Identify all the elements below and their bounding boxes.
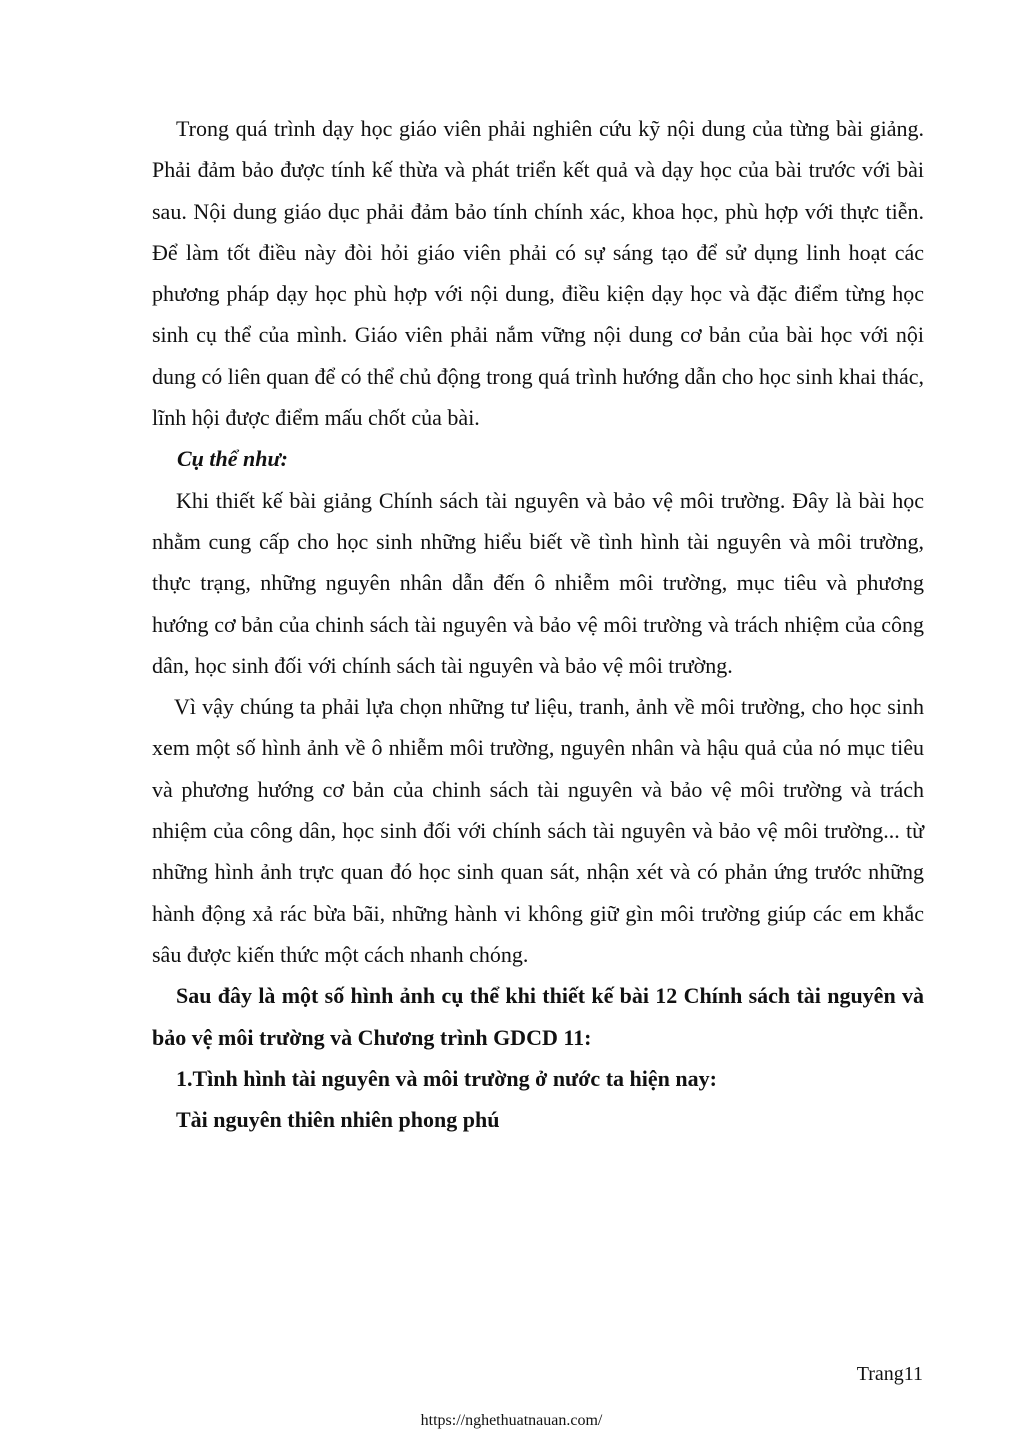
paragraph-lesson-design: Khi thiết kế bài giảng Chính sách tài nguyên và bảo vệ môi trường. Đây là bài học nhằm cung cấp cho học sinh những hiểu biết về tình hình tài nguyên và môi trường, thực trạng, những nguyên nhân dẫn đến ô nhiễm môi trường, mục tiêu và phương hướng cơ bản của chinh sách tài nguyên và bảo vệ môi trường và trách nhiệm của công dân, học sinh đối với chính sách tài nguyên và bảo vệ môi trường. — [152, 487, 924, 678]
paragraph-teaching-principles: Trong quá trình dạy học giáo viên phải nghiên cứu kỹ nội dung của từng bài giảng. Phải đảm bảo được tính kế thừa và phát triển kết quả và dạy học của bài trước với bài sau. Nội dung giáo dục phải đảm bảo tính chính xác, khoa học, phù hợp với thực tiễn. Để làm tốt điều này đòi hỏi giáo viên phải có sự sáng tạo để sử dụng linh hoạt các phương pháp dạy học phù hợp với nội dung, điều kiện dạy học và đặc điểm từng học sinh cụ thể của mình. Giáo viên phải nắm vững nội dung cơ bản của bài học với nội dung có liên quan để có thể chủ động trong quá trình hướng dẫn cho học sinh khai thác, lĩnh hội được điểm mấu chốt của bài. — [152, 116, 924, 431]
paragraph-materials-selection: Vì vậy chúng ta phải lựa chọn những tư liệu, tranh, ảnh về môi trường, cho học sinh xem một số hình ảnh về ô nhiễm môi trường, nguyên nhân và hậu quả của nó mục tiêu và phương hướng cơ bản của chinh sách tài nguyên và bảo vệ môi trường và trách nhiệm của công dân, học sinh đối với chính sách tài nguyên và bảo vệ môi trường... từ những hình ảnh trực quan đó học sinh quan sát, nhận xét và có phản ứng trước những hành động xả rác bừa bãi, những hành vi không giữ gìn môi trường giúp các em khắc sâu được kiến thức một cách nhanh chóng. — [152, 694, 924, 967]
paragraph-images-intro: Sau đây là một số hình ảnh cụ thể khi thiết kế bài 12 Chính sách tài nguyên và bảo vệ môi trường và Chương trình GDCD 11: — [152, 983, 924, 1050]
footer-url: https://nghethuatnauan.com/ — [420, 1412, 603, 1429]
page-number: Trang11 — [856, 1363, 923, 1385]
subheading-for-example: Cụ thể như: — [177, 446, 288, 472]
section-heading-resources-status: 1.Tình hình tài nguyên và môi trường ở nước ta hiện nay: — [176, 1065, 717, 1091]
page-body — [152, 108, 924, 1140]
section-heading-rich-resources: Tài nguyên thiên nhiên phong phú — [176, 1107, 500, 1133]
